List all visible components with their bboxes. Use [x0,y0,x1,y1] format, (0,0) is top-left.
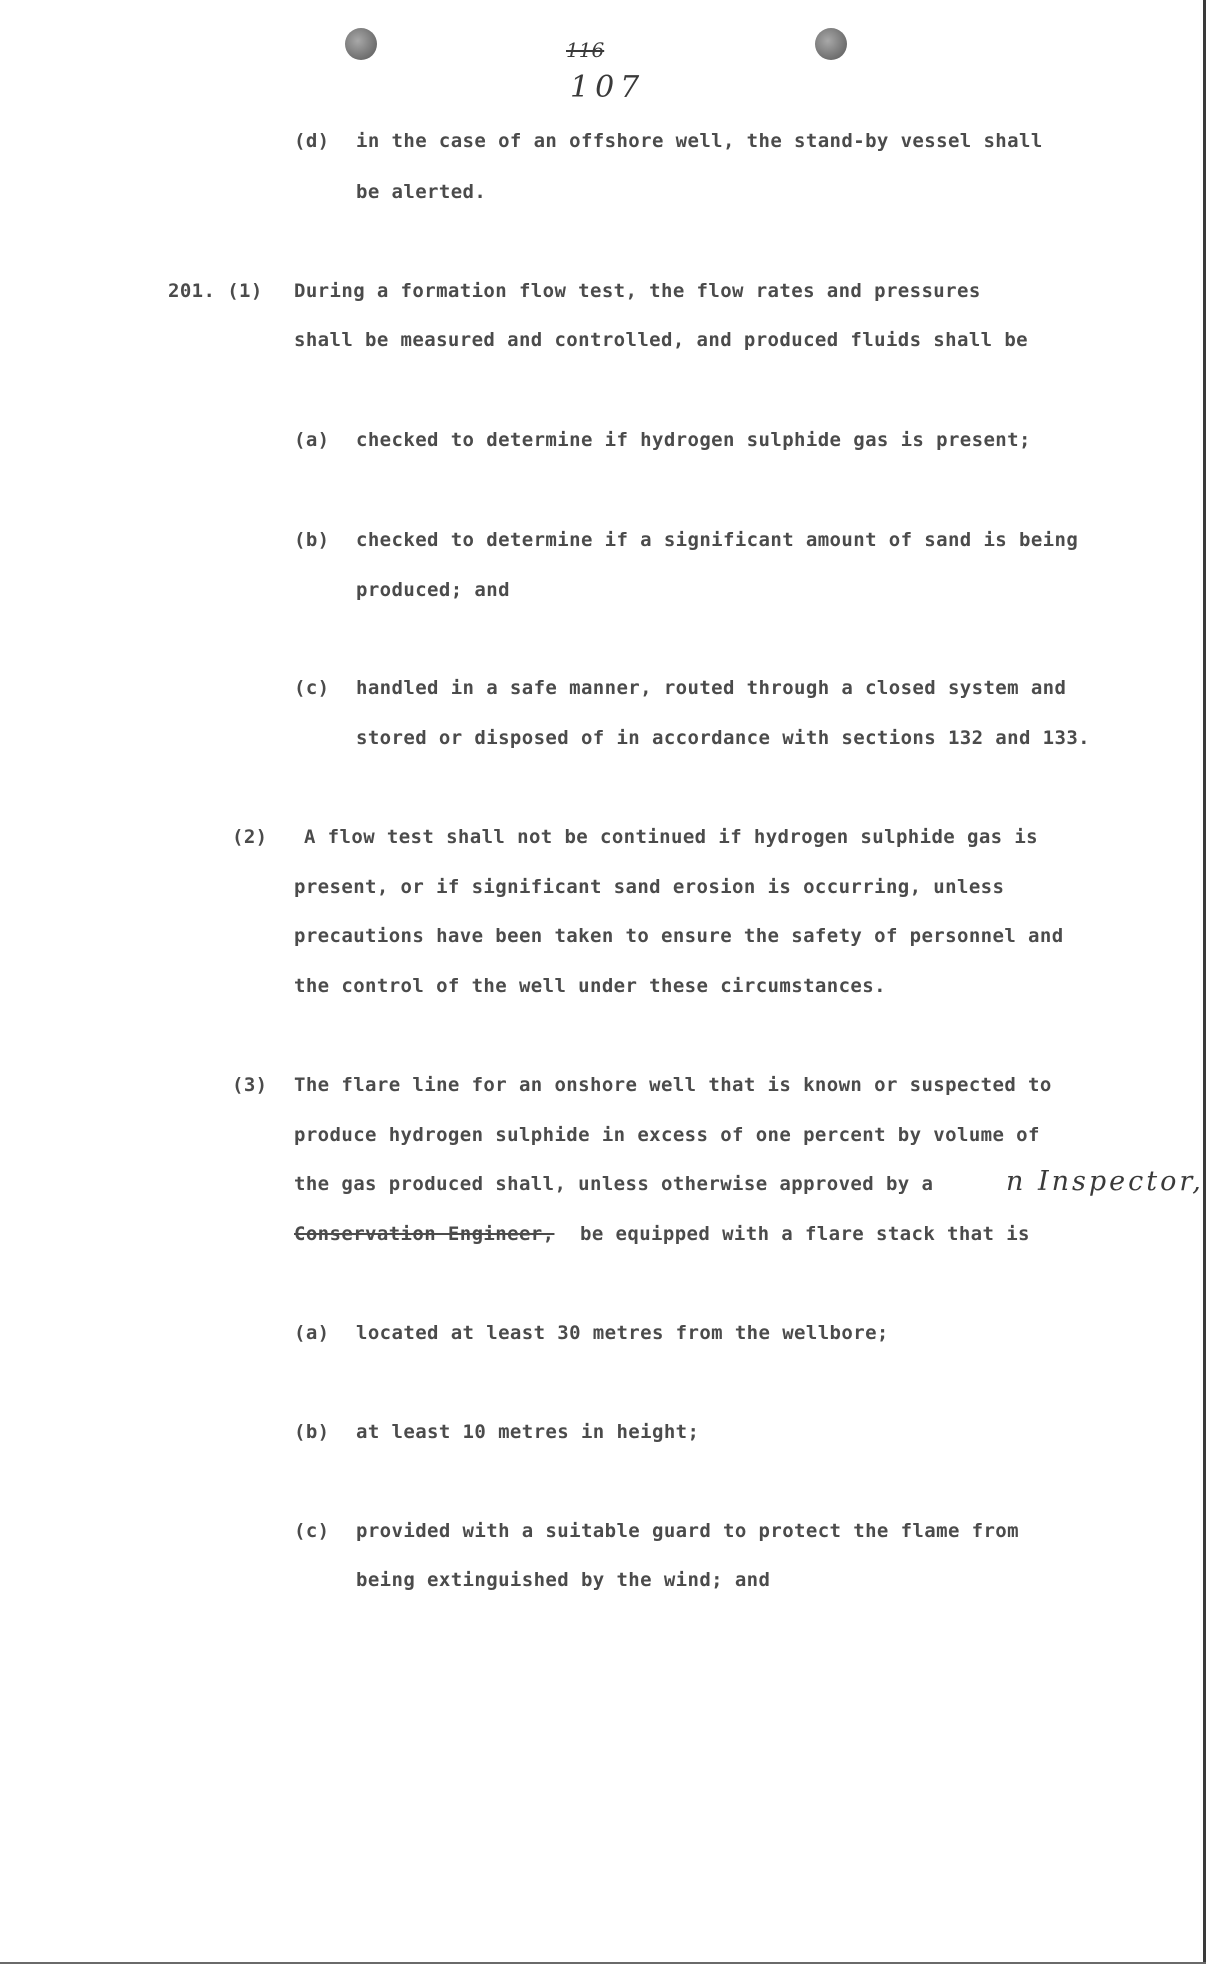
text-line: shall be measured and controlled, and produced fluids shall be [294,329,1029,351]
punch-hole-right [815,28,847,60]
punch-hole-left [345,28,377,60]
text-line: handled in a safe manner, routed through a closed system and [356,677,1067,699]
text-line: be alerted. [356,181,487,203]
text-line: checked to determine if hydrogen sulphide gas is present; [356,429,1031,451]
text-line: the control of the well under these circumstances. [294,975,886,997]
text-line: be equipped with a flare stack that is [580,1223,1030,1245]
item-label: (a) [294,429,330,451]
item-label: (c) [294,1520,330,1542]
item-label: (d) [294,130,330,152]
struck-text: Conservation Engineer, [294,1223,555,1245]
item-label: (b) [294,529,330,551]
subsection-label: (2) [232,826,268,848]
section-number: 201. (1) [168,280,263,302]
text-line: at least 10 metres in height; [356,1421,700,1443]
text-line: checked to determine if a significant amount of sand is being [356,529,1079,551]
text-line: produced; and [356,579,510,601]
text-line: located at least 30 metres from the wellbore; [356,1322,889,1344]
text-line: stored or disposed of in accordance with sections 132 and 133. [356,727,1091,749]
new-page-number: 107 [570,70,646,105]
handwritten-insertion: n Inspector, [1006,1166,1204,1197]
text-line: produce hydrogen sulphide in excess of one percent by volume of [294,1124,1040,1146]
text-line: provided with a suitable guard to protect the flame from [356,1520,1019,1542]
item-label: (a) [294,1322,330,1344]
text-line: being extinguished by the wind; and [356,1569,771,1591]
subsection-label: (3) [232,1074,268,1096]
text-line: in the case of an offshore well, the stand-by vessel shall [356,130,1043,152]
item-label: (c) [294,677,330,699]
text-line: During a formation flow test, the flow rates and pressures [294,280,981,302]
item-label: (b) [294,1421,330,1443]
text-line: The flare line for an onshore well that is known or suspected to [294,1074,1052,1096]
text-line: the gas produced shall, unless otherwise approved by a [294,1173,934,1195]
text-line: precautions have been taken to ensure the safety of personnel and [294,925,1064,947]
text-line: A flow test shall not be continued if hydrogen sulphide gas is [304,826,1039,848]
text-line: present, or if significant sand erosion is occurring, unless [294,876,1005,898]
old-page-number: 116 [566,38,605,62]
